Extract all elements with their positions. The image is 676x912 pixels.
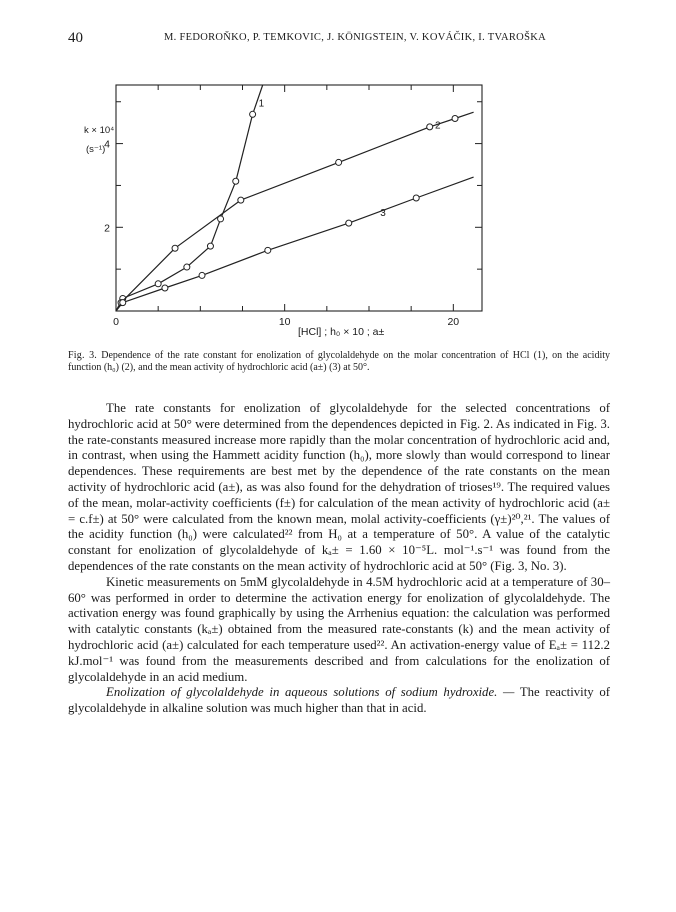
chart-ticks xyxy=(104,85,482,328)
series-line-2 xyxy=(116,112,474,311)
series-label-1: 1 xyxy=(258,98,265,110)
running-head-authors: M. FEDOROŇKO, P. TEMKOVIC, J. KÖNIGSTEIN, V. KOVÁČIK, I. TVAROŠKA xyxy=(164,32,546,43)
data-point xyxy=(238,197,244,203)
data-point xyxy=(172,245,178,251)
series-label-3: 3 xyxy=(380,208,386,219)
data-point xyxy=(250,111,256,117)
data-point xyxy=(120,300,126,306)
paragraph-2: Kinetic measurements on 5mM glycolaldehyde in 4.5M hydrochloric acid at a temperature of 30–60° was performed in order to determine the activation energy for enolization of glycolaldehyde. The activation energy was found graphically by using the Arrhenius equation: the calculation was performed with catalytic constants (kₐ±) obtained from the measured rate-constants (k) and the mean activity of hydrochloric acid (a±) calculated for each temperature used²². An activation-energy value of Eₐ± = 112.2 kJ.mol⁻¹ was found from the measurements described and from calculations for the enolization of glycolaldehyde in an acid medium. xyxy=(68,574,610,684)
paragraph-3-text: The reactivity of glycolaldehyde in alkaline solution was much higher than that in acid. xyxy=(68,685,611,716)
caption-text: Dependence of the rate constant for enolization of glycolaldehyde on the molar concentration of HCl (1), on the acidity function (h₀) (2), and the mean activity of hydrochloric acid (a±) (3) at 50°. xyxy=(68,350,610,373)
y-tick-label: 2 xyxy=(104,222,110,235)
x-axis-label: [HCl] ; h₀ × 10 ; a± xyxy=(298,326,385,338)
data-point xyxy=(346,220,352,226)
data-point xyxy=(184,264,190,270)
data-point xyxy=(265,247,271,253)
page-number: 40 xyxy=(68,30,83,46)
data-point xyxy=(413,195,419,201)
chart-axes xyxy=(116,85,482,311)
section-heading-italic: Enolization of glycolaldehyde in aqueous solutions of sodium hydroxide. — xyxy=(106,685,515,700)
data-point xyxy=(207,243,213,249)
plot-frame xyxy=(116,85,482,311)
article-body xyxy=(68,401,610,717)
x-tick-label: 10 xyxy=(278,316,291,328)
caption-label: Fig. 3. xyxy=(68,350,97,361)
series-3 xyxy=(116,177,474,311)
data-point xyxy=(162,285,168,291)
figure-3-chart xyxy=(0,0,676,345)
paragraph-1: The rate constants for enolization of glycolaldehyde for the selected concentrations of hydrochloric acid at 50° were determined from the dependences depicted in Fig. 2. As indicated in Fig. 3. the rate-constants measured increase more rapidly than the molar concentration of hydrochloric acid and, in contrast, when using the Hammett acidity function (h₀), more slowly than would correspond to linear dependences. These requirements are best met by the dependence of the rate constants on the mean activity of hydrochloric acid (a±), as was also found for the dehydration of trioses¹⁹. The required values of the mean, molar-activity coefficients (f±) for calculation of the mean activity of hydrochloric acid (a± = c.f±) at 50° were calculated from the known mean, molal activity-coefficients (γ±)²⁰,²¹. The values of the acidity function (h₀) were calculated²² from H₀ at a temperature of 50°. A value of the catalytic constant for enolization of glycolaldehyde of kₐ± = 1.60 × 10⁻⁵L. mol⁻¹.s⁻¹ was found from the dependences of the rate constants on the mean activity of hydrochloric acid at 50° (Fig. 3, No. 3). xyxy=(68,401,610,573)
paragraph-3 xyxy=(68,685,610,717)
data-point xyxy=(452,115,458,121)
x-tick-label: 0 xyxy=(113,316,119,328)
data-point xyxy=(199,272,205,278)
figure-caption xyxy=(68,350,610,374)
y-tick-label: 4 xyxy=(104,138,110,151)
data-point xyxy=(233,178,239,184)
data-point xyxy=(336,159,342,165)
series-line-3 xyxy=(116,177,474,311)
chart-series xyxy=(116,85,474,311)
series-label-2: 2 xyxy=(435,120,441,132)
data-point xyxy=(427,124,433,130)
data-point xyxy=(155,281,161,287)
x-tick-label: 20 xyxy=(447,316,460,328)
y-axis-label: k × 10⁴ xyxy=(84,125,115,136)
series-2 xyxy=(116,112,474,311)
y-axis-unit: (s⁻¹) xyxy=(86,144,106,155)
